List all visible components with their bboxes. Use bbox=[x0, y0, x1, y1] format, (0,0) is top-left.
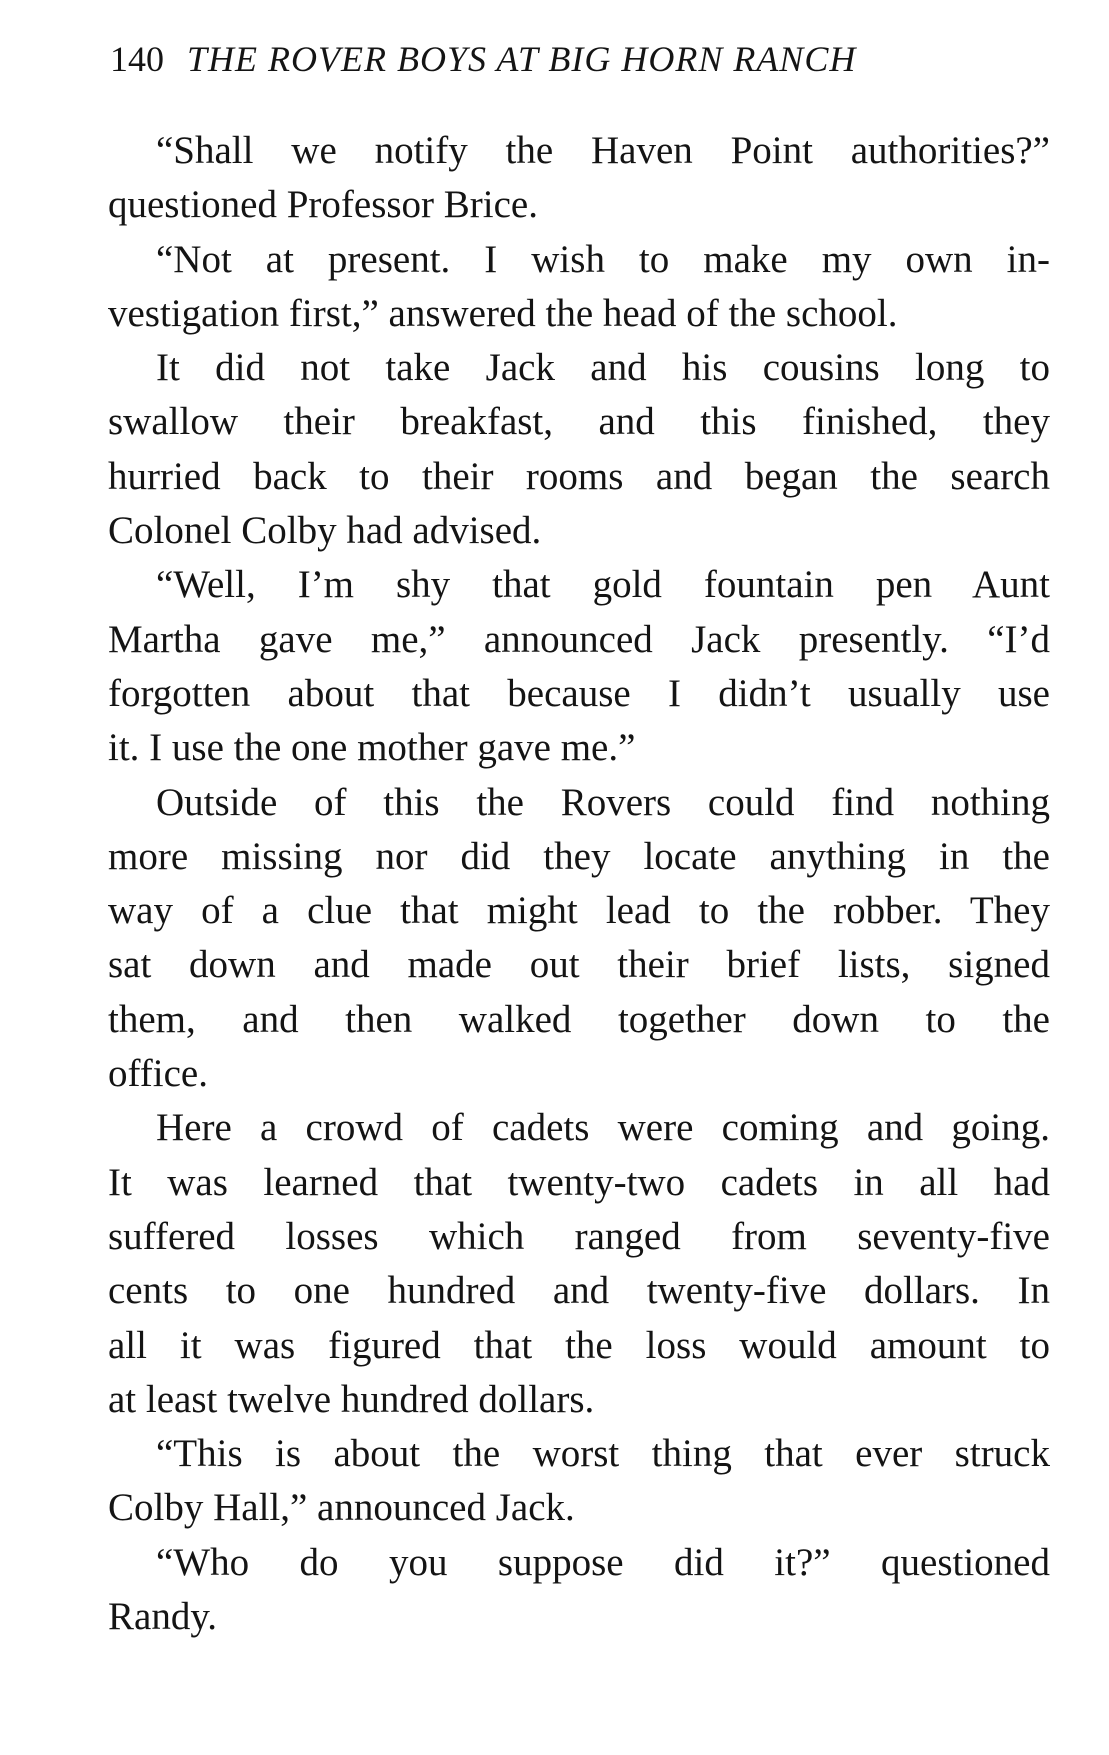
text-line: sat down and made out their brief lists, signed bbox=[108, 943, 1050, 987]
text-line: swallow their breakfast, and this finished, they bbox=[108, 400, 1050, 444]
text-line: “Well, I’m shy that gold fountain pen Aunt bbox=[156, 563, 1050, 607]
text-line: “Not at present. I wish to make my own in- bbox=[156, 237, 1050, 281]
text-line: Colonel Colby had advised. bbox=[108, 509, 542, 553]
text-line: more missing nor did they locate anything in the bbox=[108, 834, 1050, 878]
text-line: “Who do you suppose did it?” questioned bbox=[156, 1540, 1050, 1584]
text-line: It did not take Jack and his cousins long to bbox=[156, 346, 1050, 390]
text-line: It was learned that twenty-two cadets in all had bbox=[108, 1160, 1050, 1204]
text-line: Outside of this the Rovers could find nothing bbox=[156, 780, 1050, 824]
text-line: it. I use the one mother gave me.” bbox=[108, 726, 636, 770]
text-line: office. bbox=[108, 1052, 208, 1096]
text-line: suffered losses which ranged from seventy-five bbox=[108, 1214, 1050, 1258]
text-line: Here a crowd of cadets were coming and going. bbox=[156, 1106, 1050, 1150]
page-number: 140 bbox=[110, 39, 164, 79]
text-line: Colby Hall,” announced Jack. bbox=[108, 1486, 575, 1530]
text-line: cents to one hundred and twenty-five dollars. In bbox=[108, 1269, 1050, 1313]
running-head bbox=[110, 34, 1050, 84]
book-title: THE ROVER BOYS AT BIG HORN RANCH bbox=[187, 39, 857, 79]
body-text bbox=[108, 124, 1050, 1644]
text-line: way of a clue that might lead to the robber. They bbox=[108, 889, 1050, 933]
text-line: Randy. bbox=[108, 1595, 218, 1639]
text-line: at least twelve hundred dollars. bbox=[108, 1377, 595, 1421]
text-line: questioned Professor Brice. bbox=[108, 183, 538, 227]
text-line: forgotten about that because I didn’t usually use bbox=[108, 671, 1050, 715]
text-line: them, and then walked together down to the bbox=[108, 997, 1050, 1041]
text-line: Martha gave me,” announced Jack presently. “I’d bbox=[108, 617, 1050, 661]
text-line: “Shall we notify the Haven Point authorities?” bbox=[156, 129, 1050, 172]
text-line: all it was figured that the loss would amount to bbox=[108, 1323, 1050, 1367]
text-line: vestigation first,” answered the head of the school. bbox=[108, 291, 898, 335]
text-line: “This is about the worst thing that ever struck bbox=[156, 1432, 1050, 1476]
text-line: hurried back to their rooms and began the search bbox=[108, 454, 1050, 498]
